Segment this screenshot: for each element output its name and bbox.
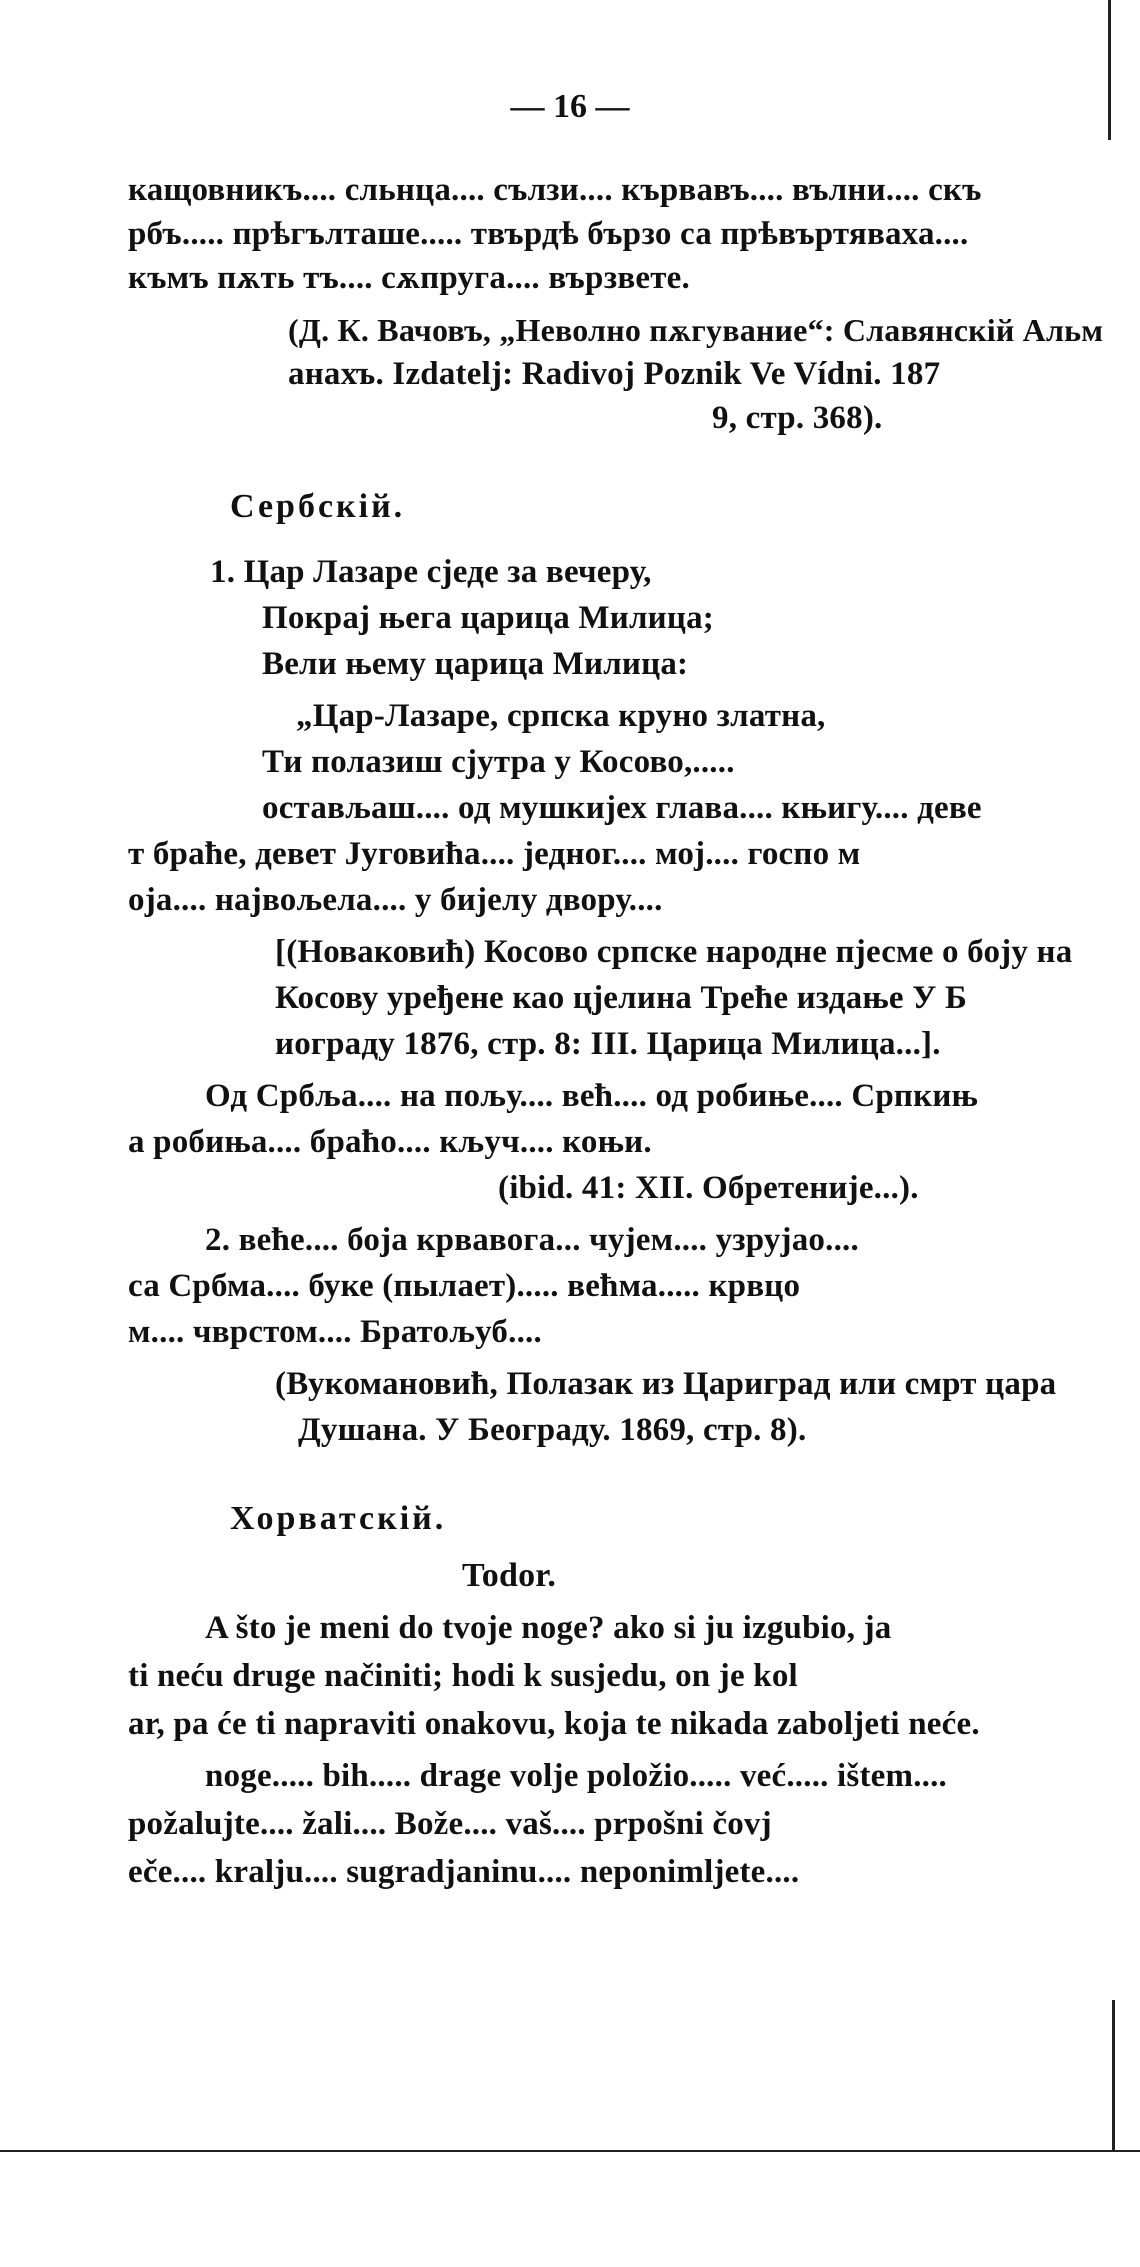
bottom-border [0, 2150, 1140, 2152]
text-line: noge..... bih..... drage volje položio..... već..... ištem.... [205, 1758, 947, 1794]
text-line: požalujte.... žali.... Bože.... vaš.... prpošni čovj [128, 1806, 772, 1842]
citation-line: 9, стр. 368). [712, 400, 883, 436]
text-title: Todor. [462, 1557, 557, 1594]
citation-line: [(Новаковић) Косово српске народне пјесме о боју на [275, 934, 1073, 970]
text-line: т браће, девет Југовића.... једног.... мој.... госпо м [128, 836, 861, 872]
text-line: кащовникъ.... сльнца.... сълзи.... кървавъ.... вълни.... скъ [128, 172, 982, 208]
verse-line: Покрај њега царица Милица; [262, 600, 714, 636]
verse-line: Вели њему царица Милица: [262, 646, 689, 682]
text-line: ti neću druge načiniti; hodi k susjedu, on je kol [128, 1658, 798, 1694]
text-line: м.... чврстом.... Братољуб.... [128, 1314, 542, 1350]
page-number: — 16 — [510, 88, 630, 125]
citation-line: (ibid. 41: XII. Обретеније...). [498, 1170, 919, 1206]
citation-line: Косову уређене као цјелина Треће издање У Б [275, 980, 967, 1016]
section-heading-croatian: Хорватскій. [230, 1500, 447, 1537]
text-line: 2. веће.... боја крвавога... чујем.... узрујао.... [205, 1222, 859, 1258]
citation-line: иограду 1876, стр. 8: III. Царица Милица...]. [275, 1026, 941, 1062]
text-line: а робиња.... браћо.... кључ.... коњи. [128, 1124, 652, 1160]
text-line: рбъ..... прѣгълташе..... твърдѣ бързо са прѣвъртяваха.... [128, 216, 969, 252]
scan-edge [1108, 0, 1111, 140]
citation-line: Душана. У Београду. 1869, стр. 8). [298, 1412, 807, 1448]
text-line: A što je meni do tvoje noge? ako si ju izgubio, ja [205, 1610, 892, 1646]
verse-line: „Цар-Лазаре, српска круно златна, [296, 698, 826, 734]
text-line: ar, pa će ti napraviti onakovu, koja te nikada zaboljeti neće. [128, 1706, 980, 1742]
citation-line: (Вукомановић, Полазак из Цариград или смрт цара [275, 1366, 1057, 1402]
text-line: eče.... kralju.... sugradjaninu.... neponimljete.... [128, 1854, 800, 1890]
text-line: оја.... највољела.... у бијелу двору.... [128, 882, 663, 918]
citation-line: (Д. К. Вачовъ, „Неволно пѫгувание“: Славянскій Альм [288, 312, 1104, 348]
citation-line: анахъ. Izdatelj: Radivoj Poznik Ve Vídni. 187 [288, 356, 941, 392]
verse-line: Ти полазиш сјутра у Косово,..... [262, 744, 735, 780]
section-heading-serbian: Сербскій. [230, 488, 406, 525]
text-line: остављаш.... од мушкијех глава.... књигу.... деве [262, 790, 982, 826]
text-line: къмъ пѫть тъ.... сѫпруга.... вързвете. [128, 260, 690, 296]
text-line: са Србма.... буке (пылает)..... већма..... крвцо [128, 1268, 801, 1304]
verse-line: 1. Цар Лазаре сједе за вечеру, [210, 554, 652, 590]
text-line: Од Србља.... на пољу.... већ.... од робиње.... Српкињ [205, 1078, 979, 1114]
scan-edge [1112, 2000, 1115, 2150]
